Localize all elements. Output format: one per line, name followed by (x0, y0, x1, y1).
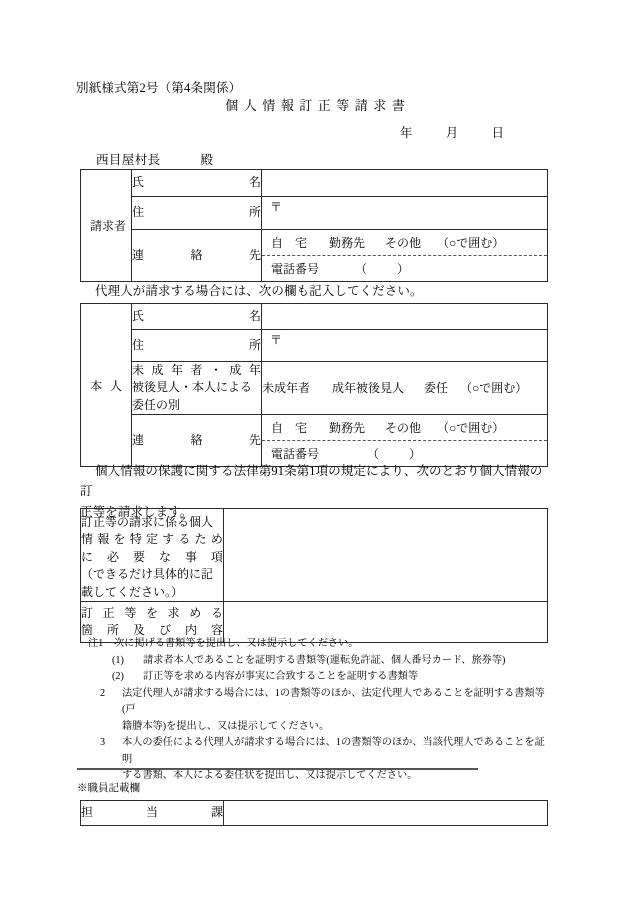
label-char: め (210, 532, 223, 547)
label-char: 訂 (81, 605, 94, 620)
phone-paren-open: （ (367, 447, 380, 462)
addressee-name: 西目屋村長 (96, 153, 161, 167)
label-char: 先 (248, 247, 261, 262)
label-char: る (178, 532, 191, 547)
category-option-delegation[interactable]: 委任 (424, 381, 449, 396)
sub-note-2-text: 訂正等を求める内容が事実に合致することを証明する書類等 (143, 671, 419, 683)
label-char: 等 (124, 605, 137, 620)
table-row (81, 197, 548, 230)
identify-info-label (81, 509, 224, 602)
table-row (81, 362, 548, 415)
notes-section (88, 636, 550, 785)
staff-section-divider (77, 768, 478, 770)
staff-dept-field[interactable] (224, 801, 548, 826)
contact-option-home[interactable]: 自 宅 (271, 421, 308, 436)
label-char: 求 (167, 605, 180, 620)
requester-address-label (132, 197, 262, 230)
sub-note-item (88, 653, 550, 670)
label-char: 氏 (132, 308, 145, 323)
requester-contact-label (132, 230, 262, 282)
label-char: 項 (210, 549, 223, 564)
table-row (81, 509, 548, 602)
label-char: た (194, 532, 207, 547)
label-char: 求 (102, 219, 115, 233)
label-char: め (189, 605, 202, 620)
label-char: 先 (248, 432, 261, 447)
label-char: 人 (109, 378, 122, 393)
label-char: 請 (90, 219, 103, 233)
label-char: な (158, 549, 171, 564)
label-char: 年 (248, 363, 261, 377)
label-char: 特 (129, 532, 142, 547)
label-char: 正 (102, 605, 115, 620)
principal-name-field[interactable] (262, 304, 548, 330)
label-char: 事 (184, 549, 197, 564)
label-char: 所 (248, 337, 261, 352)
label-char: 連 (132, 432, 145, 447)
form-number: 別紙様式第2号（第4条関係） (76, 81, 242, 95)
contact-option-work[interactable]: 勤務先 (329, 236, 366, 250)
principal-label-spread (81, 377, 131, 394)
label-char: 絡 (190, 247, 203, 262)
label-char: 住 (132, 337, 145, 352)
staff-table (80, 800, 548, 826)
date-month-label: 月 (445, 126, 459, 140)
note-item (88, 735, 550, 785)
note-3-line1: 本人の委任による代理人が請求する場合には、1の書類等のほか、当該代理人であることを証明 (122, 737, 545, 765)
category-label-line1 (132, 362, 261, 379)
staff-dept-label (81, 801, 224, 826)
table-row (81, 304, 548, 330)
table-row (81, 801, 548, 826)
sub-note-2-number: (2) (112, 671, 124, 683)
date-year-label: 年 (400, 126, 413, 140)
contact-option-home[interactable]: 自 宅 (271, 236, 308, 250)
label-char: 内 (184, 622, 197, 637)
note-3-line2: する書類、本人による委任状を提出し、又は提示してください。 (122, 770, 418, 782)
table-row (81, 415, 548, 467)
principal-name-label (132, 304, 262, 330)
note-item (88, 686, 550, 736)
phone-paren-close: ） (409, 447, 422, 462)
category-label-line3: 委任の別 (132, 397, 181, 412)
sub-note-1-number: (1) (112, 654, 124, 666)
note-1-text: 次に掲げる書類等を提出し、又は提示してください。 (114, 638, 359, 649)
label-char: 所 (106, 622, 119, 637)
date-day-label: 日 (491, 126, 505, 140)
label-char: 年 (170, 363, 183, 377)
note-3-number: 3 (100, 737, 106, 749)
note-2-line2: 籍謄本等)を提出し、又は提示してください。 (122, 720, 330, 732)
postal-mark: 〒 (270, 333, 283, 347)
label-char: 所 (248, 205, 261, 220)
date-line (400, 123, 504, 141)
legal-paragraph-line1: 個人情報の保護に関する法律第91条第1項の規定により、次のとおり個人情報の訂 (80, 464, 543, 499)
requester-row-label (81, 170, 132, 282)
label-char: を (113, 532, 126, 547)
label-char: 成 (229, 363, 242, 377)
label-char: 成 (151, 363, 164, 377)
identify-label-line3 (81, 549, 223, 566)
table-row (81, 170, 548, 197)
identify-label-line2 (81, 531, 223, 548)
request-detail-table (80, 508, 548, 643)
requester-label-spread (81, 217, 131, 234)
principal-contact-options[interactable] (262, 415, 547, 441)
page-title: 個人情報訂正等請求書 (225, 98, 411, 113)
correction-label-line1 (81, 605, 223, 622)
contact-option-work[interactable]: 勤務先 (329, 421, 366, 436)
label-char: 報 (97, 532, 110, 547)
label-char: 未 (132, 363, 145, 377)
label-char: 情 (81, 532, 94, 547)
label-char: 容 (210, 622, 223, 637)
label-char: 必 (106, 549, 119, 564)
label-char: 者 (190, 363, 203, 377)
label-char: 名 (248, 175, 261, 190)
note-item (88, 636, 550, 653)
principal-category-label (132, 362, 262, 415)
category-label-line2: 被後見人・本人による (132, 380, 253, 395)
requester-name-field[interactable] (262, 170, 548, 197)
phone-paren-close: ） (397, 262, 410, 276)
label-char: 及 (132, 622, 145, 637)
principal-category-options (262, 362, 548, 415)
label-char: 要 (132, 549, 145, 564)
label-char: 絡 (190, 432, 203, 447)
note-1-number: 注1 (88, 638, 104, 649)
table-row (81, 330, 548, 362)
requester-contact-options[interactable] (262, 230, 547, 256)
legal-paragraph-line2: 正等を請求します。 (80, 504, 193, 519)
label-char: 本 (90, 378, 103, 393)
label-char: 氏 (132, 175, 145, 190)
contact-instruction: （○で囲む） (437, 236, 505, 250)
category-option-adult-ward[interactable]: 成年被後見人 (332, 381, 405, 396)
agent-notice-text: 代理人が請求する場合には、次の欄も記入してください。 (95, 284, 423, 298)
label-char: 課 (210, 805, 223, 820)
principal-contact-field (262, 415, 548, 467)
contact-option-other[interactable]: その他 (385, 236, 422, 250)
label-char: 定 (145, 532, 158, 547)
requester-table (80, 169, 548, 282)
phone-label: 電話番号 (271, 262, 320, 276)
identify-label-line5: 載してください。） (81, 584, 184, 599)
principal-contact-label (132, 415, 262, 467)
contact-option-other[interactable]: その他 (385, 421, 422, 436)
identify-info-field[interactable] (224, 509, 548, 602)
sub-note-1-text: 請求者本人であることを証明する書類等(運転免許証、個人番号カード、旅券等) (143, 654, 506, 666)
phone-paren-open: （ (355, 262, 368, 276)
label-char: び (158, 622, 171, 637)
label-char: に (81, 549, 94, 564)
label-char: 当 (145, 805, 158, 820)
sub-note-item (88, 669, 550, 686)
requester-name-label (132, 170, 262, 197)
addressee-honorific: 殿 (200, 153, 214, 167)
identify-label-line4: （できるだけ具体的に記 (81, 567, 214, 582)
label-char: 住 (132, 205, 145, 220)
principal-table (80, 303, 548, 467)
principal-row-label (81, 304, 132, 467)
label-char: ・ (209, 363, 222, 377)
label-char: 連 (132, 247, 145, 262)
label-char: 名 (248, 308, 261, 323)
category-option-minor[interactable]: 未成年者 (262, 381, 311, 396)
requester-contact-field (262, 230, 548, 282)
staff-section-label: ※職員記載欄 (77, 783, 140, 794)
category-instruction: （○で囲む） (460, 381, 528, 396)
identify-label-line1: 訂正等の請求に係る個人 (81, 515, 214, 529)
table-row (81, 230, 548, 282)
principal-address-label (132, 330, 262, 362)
contact-instruction: （○で囲む） (437, 421, 505, 436)
label-char: す (162, 532, 175, 547)
label-char: 者 (114, 219, 127, 233)
label-char: る (210, 605, 223, 620)
requester-address-field[interactable] (262, 197, 548, 230)
label-char: 担 (81, 805, 94, 820)
postal-mark: 〒 (270, 200, 283, 214)
label-char: を (145, 605, 158, 620)
addressee-line (96, 150, 213, 168)
requester-phone-row[interactable] (262, 256, 547, 281)
note-2-line1: 法定代理人が請求する場合には、1の書類等のほか、法定代理人であることを証明する書類等(戸 (122, 687, 545, 716)
phone-label: 電話番号 (271, 447, 320, 462)
principal-address-field[interactable] (262, 330, 548, 362)
note-2-number: 2 (100, 687, 106, 699)
label-char: 箇 (81, 622, 94, 637)
